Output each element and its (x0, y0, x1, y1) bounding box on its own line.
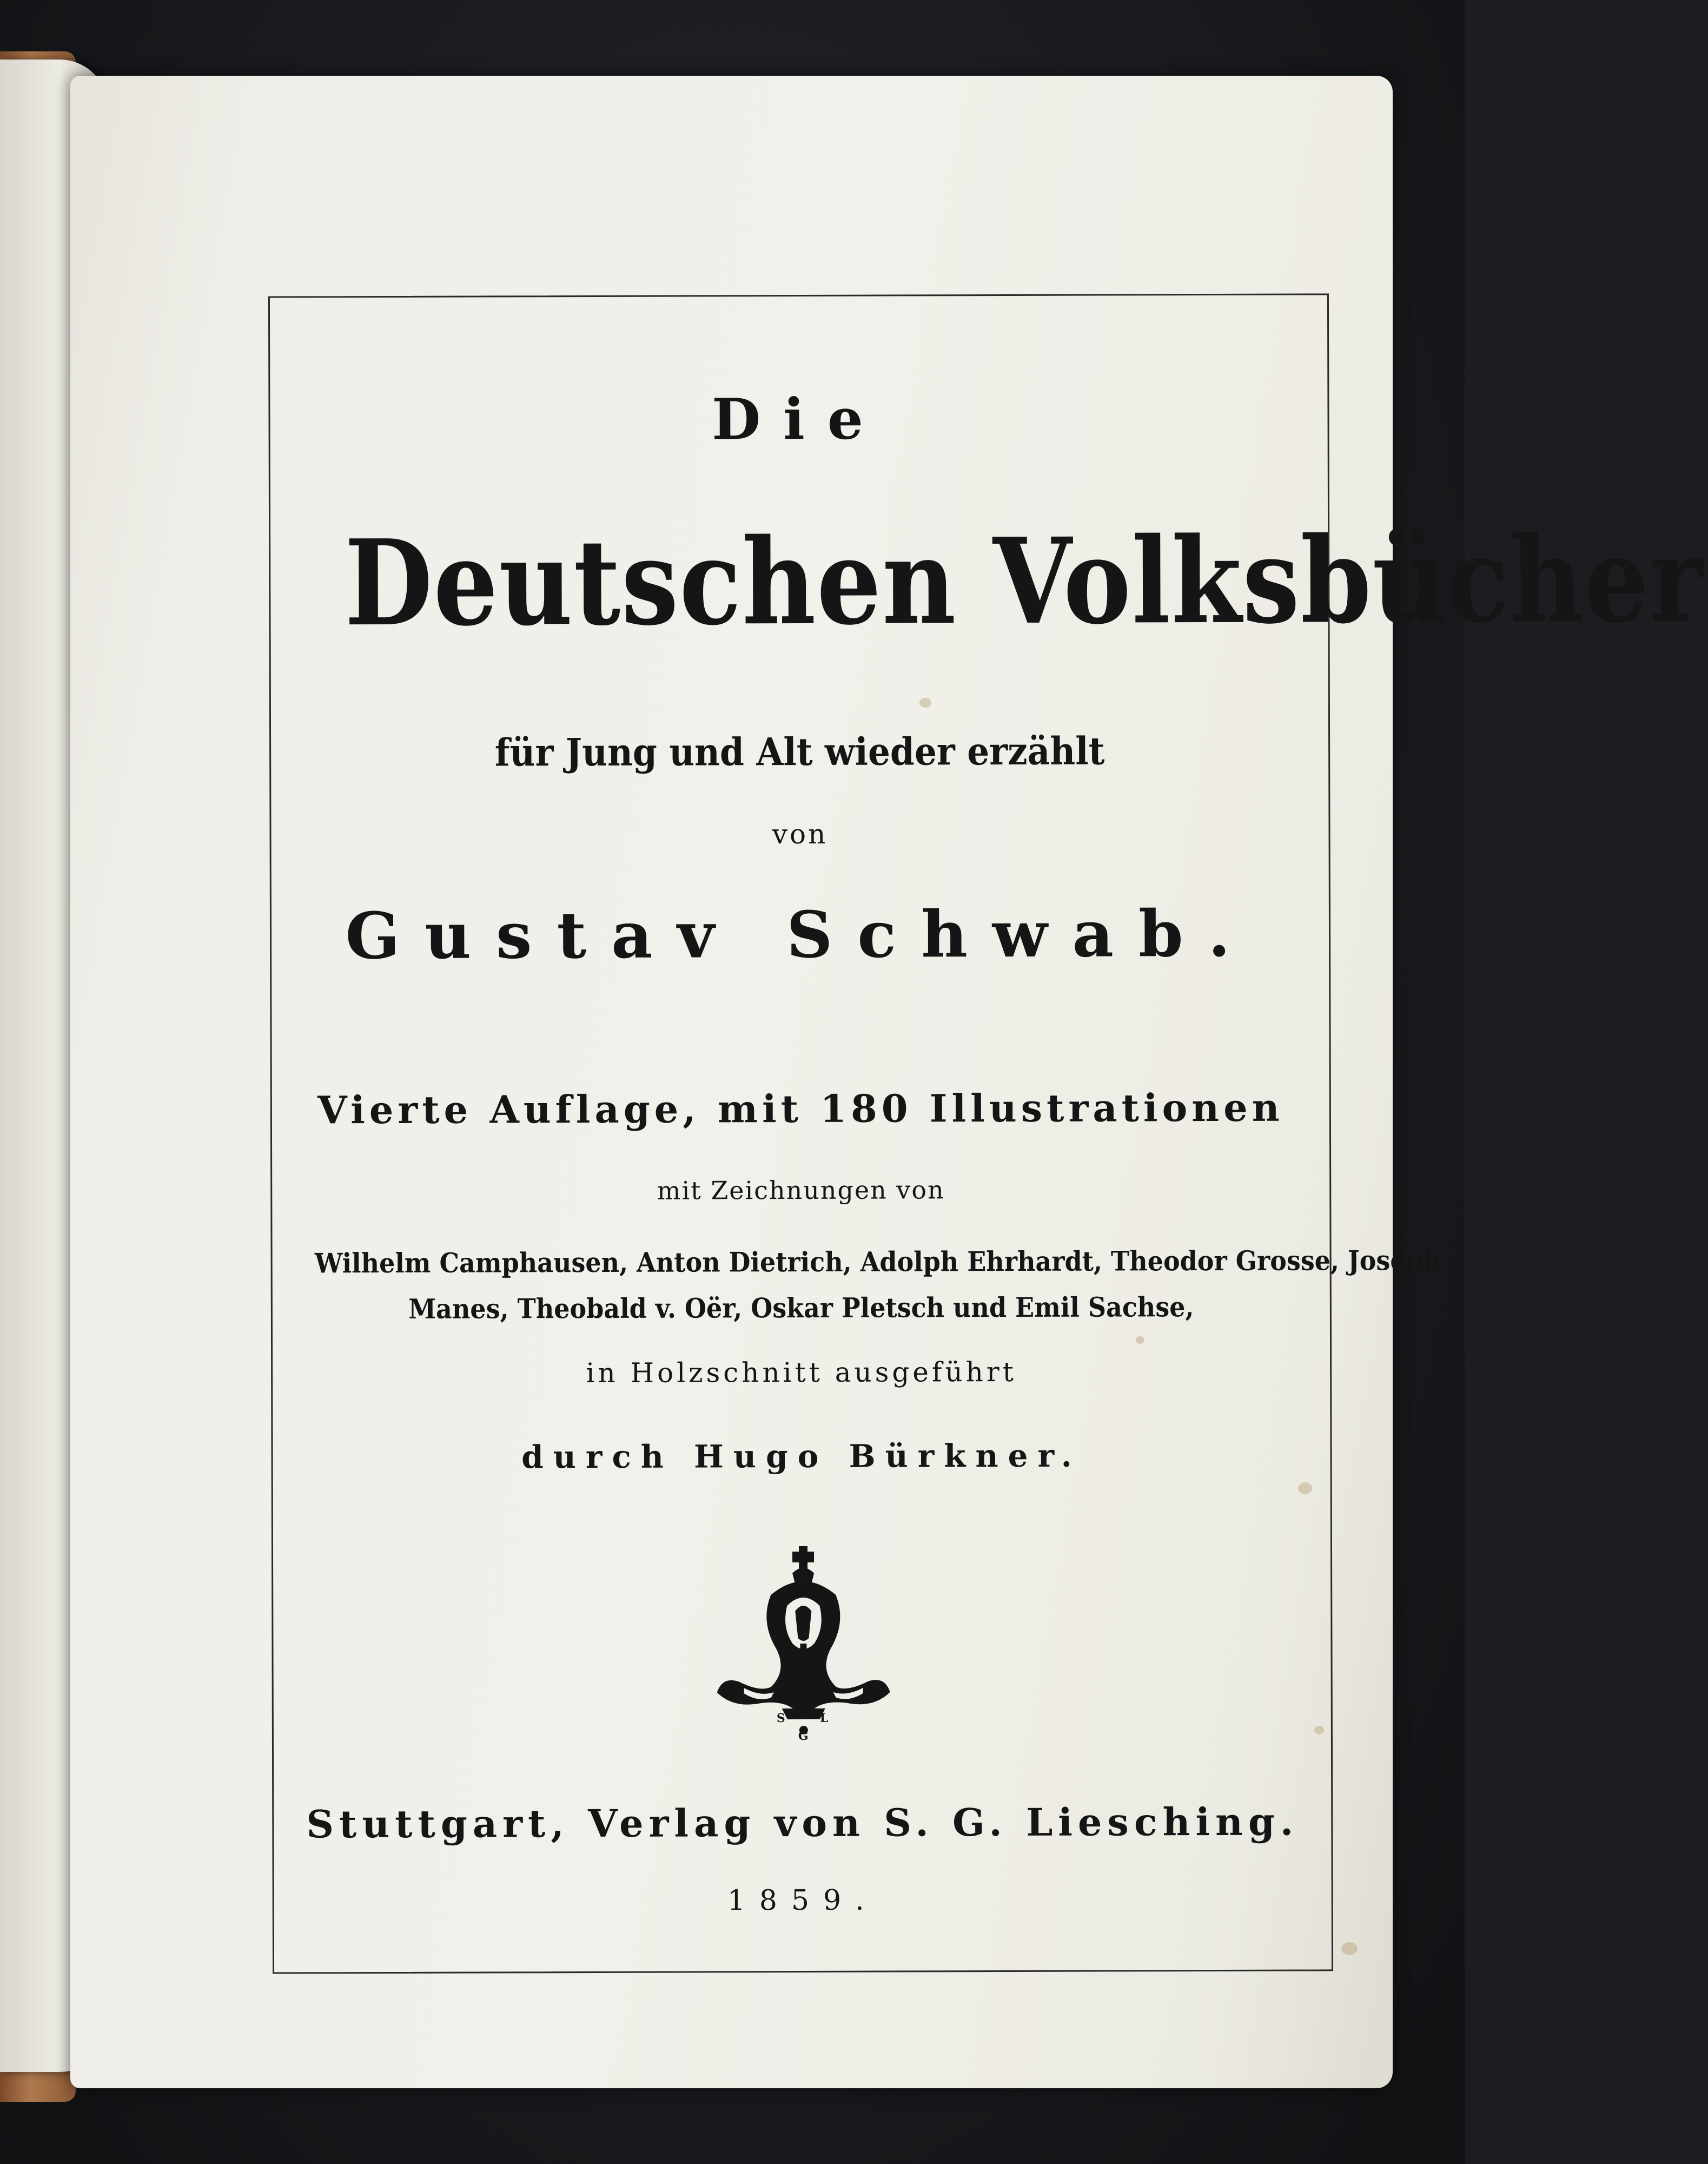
foxing-spot (1341, 1942, 1358, 1955)
mark-letter-s: S (776, 1711, 785, 1726)
illustrators-line-1: Wilhelm Camphausen, Anton Dietrich, Adolph Ehrhardt, Theodor Grosse, Joseph (314, 1244, 1442, 1279)
woodcut-statement: in Holzschnitt ausgeführt (586, 1356, 1017, 1389)
engraver-name: durch Hugo Bürkner. (521, 1437, 1082, 1476)
book-title: Deutschen Volksbücher (344, 510, 1705, 653)
title-border-frame (268, 293, 1705, 1974)
by-line: von (772, 818, 828, 850)
title-article: Die (711, 385, 886, 453)
title-page (70, 76, 1705, 2088)
book-subtitle: für Jung und Alt wieder erzählt (494, 728, 1105, 775)
publication-year: 1859. (727, 1884, 878, 1917)
mark-letter-g: G (798, 1728, 809, 1744)
mark-letter-l: L (819, 1711, 829, 1725)
publisher-mark-vignette (711, 1546, 896, 1744)
drawings-intro: mit Zeichnungen von (657, 1175, 945, 1205)
author-name: Gustav Schwab. (345, 895, 1255, 974)
publisher-imprint: Stuttgart, Verlag von S. G. Liesching. (306, 1799, 1299, 1847)
illustrators-line-2: Manes, Theobald v. Oër, Oskar Pletsch und Emil Sachse, (408, 1291, 1194, 1325)
edition-statement: Vierte Auflage, mit 180 Illustrationen (317, 1085, 1284, 1133)
